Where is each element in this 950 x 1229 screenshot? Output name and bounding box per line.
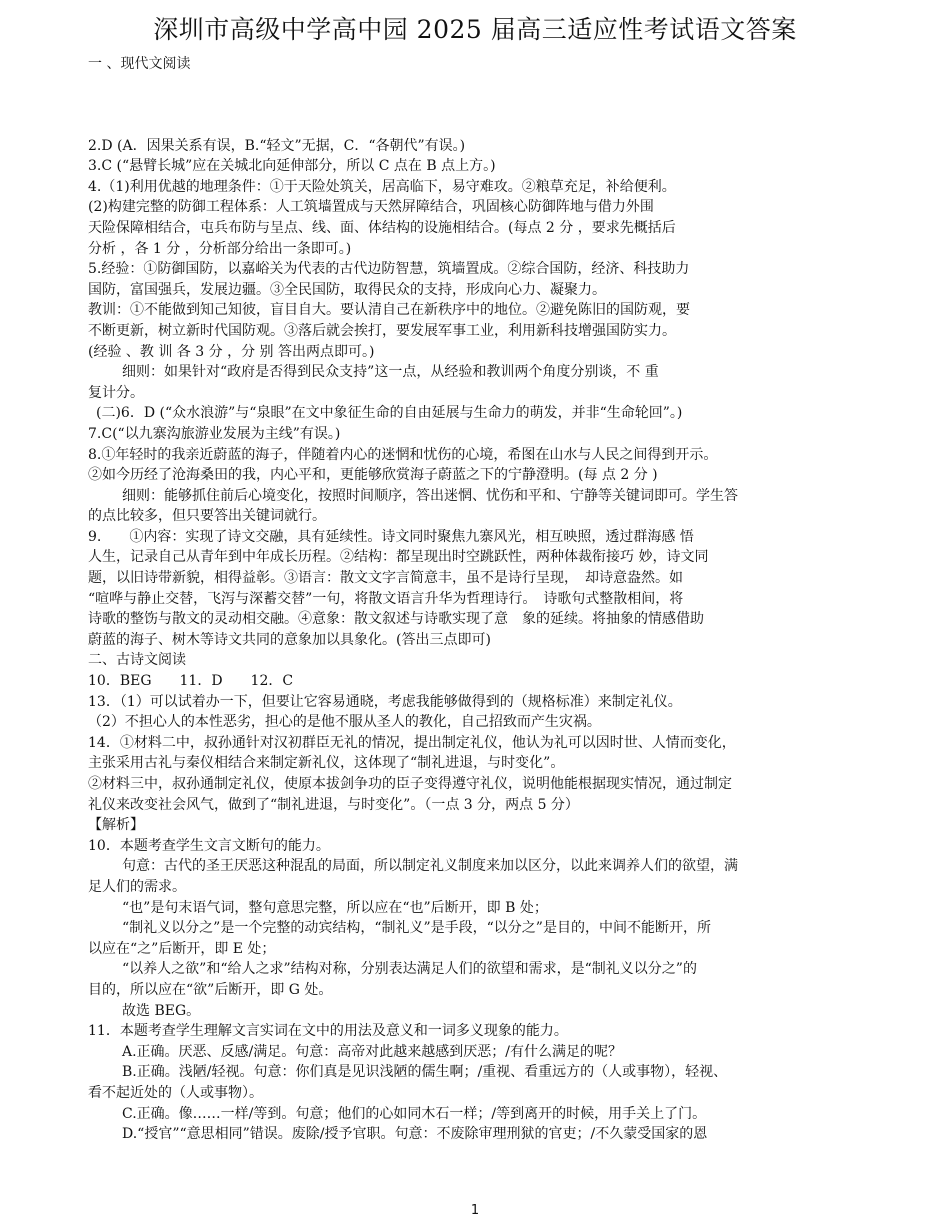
text-line: 主张采用古礼与秦仪相结合来制定新礼仪，这体现了“制礼进退，与时变化”。 bbox=[88, 755, 565, 772]
text-line: 分析 ，各 1 分 ，分析部分给出一条即可。) bbox=[88, 240, 352, 257]
text-line: 7.C(“以九寨沟旅游业发展为主线”有误。) bbox=[88, 425, 341, 442]
text-line: D.“授官”“意思相同”错误。废除/授予官职。句意：不废除审理刑狱的官吏；/不久蒙受国家的恩 bbox=[122, 1126, 708, 1143]
text-line: A.正确。厌恶、反感/满足。句意：高帝对此越来越感到厌恶；/有什么满足的呢？ bbox=[122, 1043, 622, 1060]
text-line: (2)构建完整的防御工程体系：人工筑墙置成与天然屏障结合，巩固核心防御阵地与借力外围 bbox=[88, 199, 654, 216]
text-line: 看不起近处的（人或事物）。 bbox=[88, 1084, 263, 1101]
page-number: 1 bbox=[470, 1203, 480, 1218]
text-line: 2.D (A．因果关系有误，B.“轻文”无据，C．“各朝代”有误。) bbox=[88, 137, 466, 154]
text-line: 13．（1）可以试着办一下，但要让它容易通晓，考虑我能够做得到的（规格标准）来制定礼仪。 bbox=[88, 693, 682, 710]
text-line: 题，以旧诗带新貌，相得益彰。③语言：散文文字言简意丰，虽不是诗行呈现， 却诗意盎然。如 bbox=[88, 570, 683, 587]
text-line: 细则：如果针对“政府是否得到民众支持”这一点，从经验和教训两个角度分别谈，不 重 bbox=[122, 364, 659, 381]
text-line: B.正确。浅陋/轻视。句意：你们真是见识浅陋的儒生啊；/重视、看重远方的（人或事物），轻视、 bbox=[122, 1064, 728, 1081]
text-line: 4.（1)利用优越的地理条件：①于天险处筑关，居高临下，易守难攻。②粮草充足，补给便利。 bbox=[88, 178, 676, 195]
text-line: 句意：古代的圣王厌恶这种混乱的局面，所以制定礼义制度来加以区分，以此来调养人们的欲望，满 bbox=[122, 858, 738, 875]
text-line: “也”是句末语气词，整句意思完整，所以应在“也”后断开，即 B 处； bbox=[122, 899, 548, 916]
blank-space bbox=[88, 75, 868, 136]
text-line: 诗歌的整饬与散文的灵动相交融。④意象：散文叙述与诗歌实现了意 象的延续。将抽象的情感借助 bbox=[88, 611, 704, 628]
answer-body bbox=[88, 54, 868, 1145]
text-line: 3.C (“悬臂长城”应在关城北向延伸部分，所以 C 点在 B 点上方。) bbox=[88, 158, 496, 175]
text-line: ②如今历经了沧海桑田的我，内心平和，更能够欣赏海子蔚蓝之下的宁静澄明。(每 点 2 分 ) bbox=[88, 467, 658, 484]
text-line: 二、古诗文阅读 bbox=[88, 652, 186, 669]
text-line: 教训：①不能做到知己知彼，盲目自大。要认清自己在新秩序中的地位。②避免陈旧的国防观，要 bbox=[88, 302, 690, 319]
section-heading: 一 、现代文阅读 bbox=[88, 56, 191, 72]
text-line: “制礼义以分之”是一个完整的动宾结构，“制礼义”是手段，“以分之”是目的，中间不能断开，所 bbox=[122, 920, 711, 937]
text-line: C.正确。像……一样/等到。句意；他们的心如同木石一样；/等到离开的时候，用手关上了门。 bbox=[122, 1105, 707, 1122]
text-line: 国防，富国强兵，发展边疆。③全民国防，取得民众的支持，形成向心力、凝聚力。 bbox=[88, 281, 606, 298]
text-line: (经验 、教 训 各 3 分 ，分 别 答出两点即可。) bbox=[88, 343, 375, 360]
text-line: 的点比较多，但只要答出关键词就行。 bbox=[88, 508, 326, 525]
text-line: “以养人之欲”和“给人之求”结构对称，分别表达满足人们的欲望和需求，是“制礼义以分之”的 bbox=[122, 961, 697, 978]
document-title: 深圳市高级中学高中园 2025 届高三适应性考试语文答案 bbox=[153, 15, 797, 44]
text-line: 9. ①内容：实现了诗文交融，具有延续性。诗文同时聚焦九寨风光，相互映照，透过群海感 悟 bbox=[88, 528, 694, 545]
text-line: 14．①材料二中，叔孙通针对汉初群臣无礼的情况，提出制定礼仪，他认为礼可以因时世、人情而变化， bbox=[88, 734, 736, 751]
text-line: “喧哗与静止交替，飞泻与深蓄交替”一句，将散文语言升华为哲理诗行。 诗歌句式整散相间，将 bbox=[88, 590, 684, 607]
text-line: 复计分。 bbox=[88, 384, 144, 401]
text-line: (二)6．D (“众水浪游”与“泉眼”在文中象征生命的自由延展与生命力的萌发，并非“生命轮回”。) bbox=[96, 405, 683, 422]
text-line: 细则：能够抓住前后心境变化，按照时间顺序，答出迷惘、忧伤和平和、宁静等关键词即可。学生答 bbox=[122, 487, 738, 504]
text-line: 10．BEG 11．D 12．C bbox=[88, 673, 294, 690]
text-line: 8.①年轻时的我亲近蔚蓝的海子，伴随着内心的迷惘和忧伤的心境，希图在山水与人民之间得到开示。 bbox=[88, 446, 718, 463]
text-line: 【解析】 bbox=[88, 817, 144, 834]
text-line: 11．本题考查学生理解文言实词在文中的用法及意义和一词多义现象的能力。 bbox=[88, 1023, 568, 1040]
text-line: 人生，记录自己从青年到中年成长历程。②结构：都呈现出时空跳跃性，两种体裁衔接巧 妙，诗文同 bbox=[88, 549, 709, 566]
text-line: 足人们的需求。 bbox=[88, 878, 186, 895]
text-line: 天险保障相结合，屯兵布防与呈点、线、面、体结构的设施相结合。(每点 2 分 ，要求先概括后 bbox=[88, 219, 676, 236]
text-line: ②材料三中，叔孙通制定礼仪，使原本拔剑争功的臣子变得遵守礼仪，说明他能根据现实情况，通过制定 bbox=[88, 776, 732, 792]
text-line: 以应在“之”后断开，即 E 处； bbox=[88, 940, 276, 957]
text-line: 礼仪来改变社会风气，做到了“制礼进退，与时变化”。（一点 3 分，两点 5 分） bbox=[88, 796, 579, 813]
text-line: 故选 BEG。 bbox=[122, 1002, 201, 1019]
text-line: 5.经验：①防御国防，以嘉峪关为代表的古代边防智慧，筑墙置成。②综合国防，经济、科技助力 bbox=[88, 261, 690, 278]
text-line: 不断更新，树立新时代国防观。③落后就会挨打，要发展军事工业，利用新科技增强国防实力。 bbox=[88, 322, 676, 339]
text-line: 10．本题考查学生文言文断句的能力。 bbox=[88, 837, 330, 854]
text-line: 蔚蓝的海子、树木等诗文共同的意象加以具象化。(答出三点即可) bbox=[88, 631, 491, 648]
text-line: （2）不担心人的本性恶劣，担心的是他不服从圣人的教化，自己招致而产生灾祸。 bbox=[88, 714, 601, 731]
text-line: 目的，所以应在“欲”后断开，即 G 处。 bbox=[88, 981, 333, 998]
